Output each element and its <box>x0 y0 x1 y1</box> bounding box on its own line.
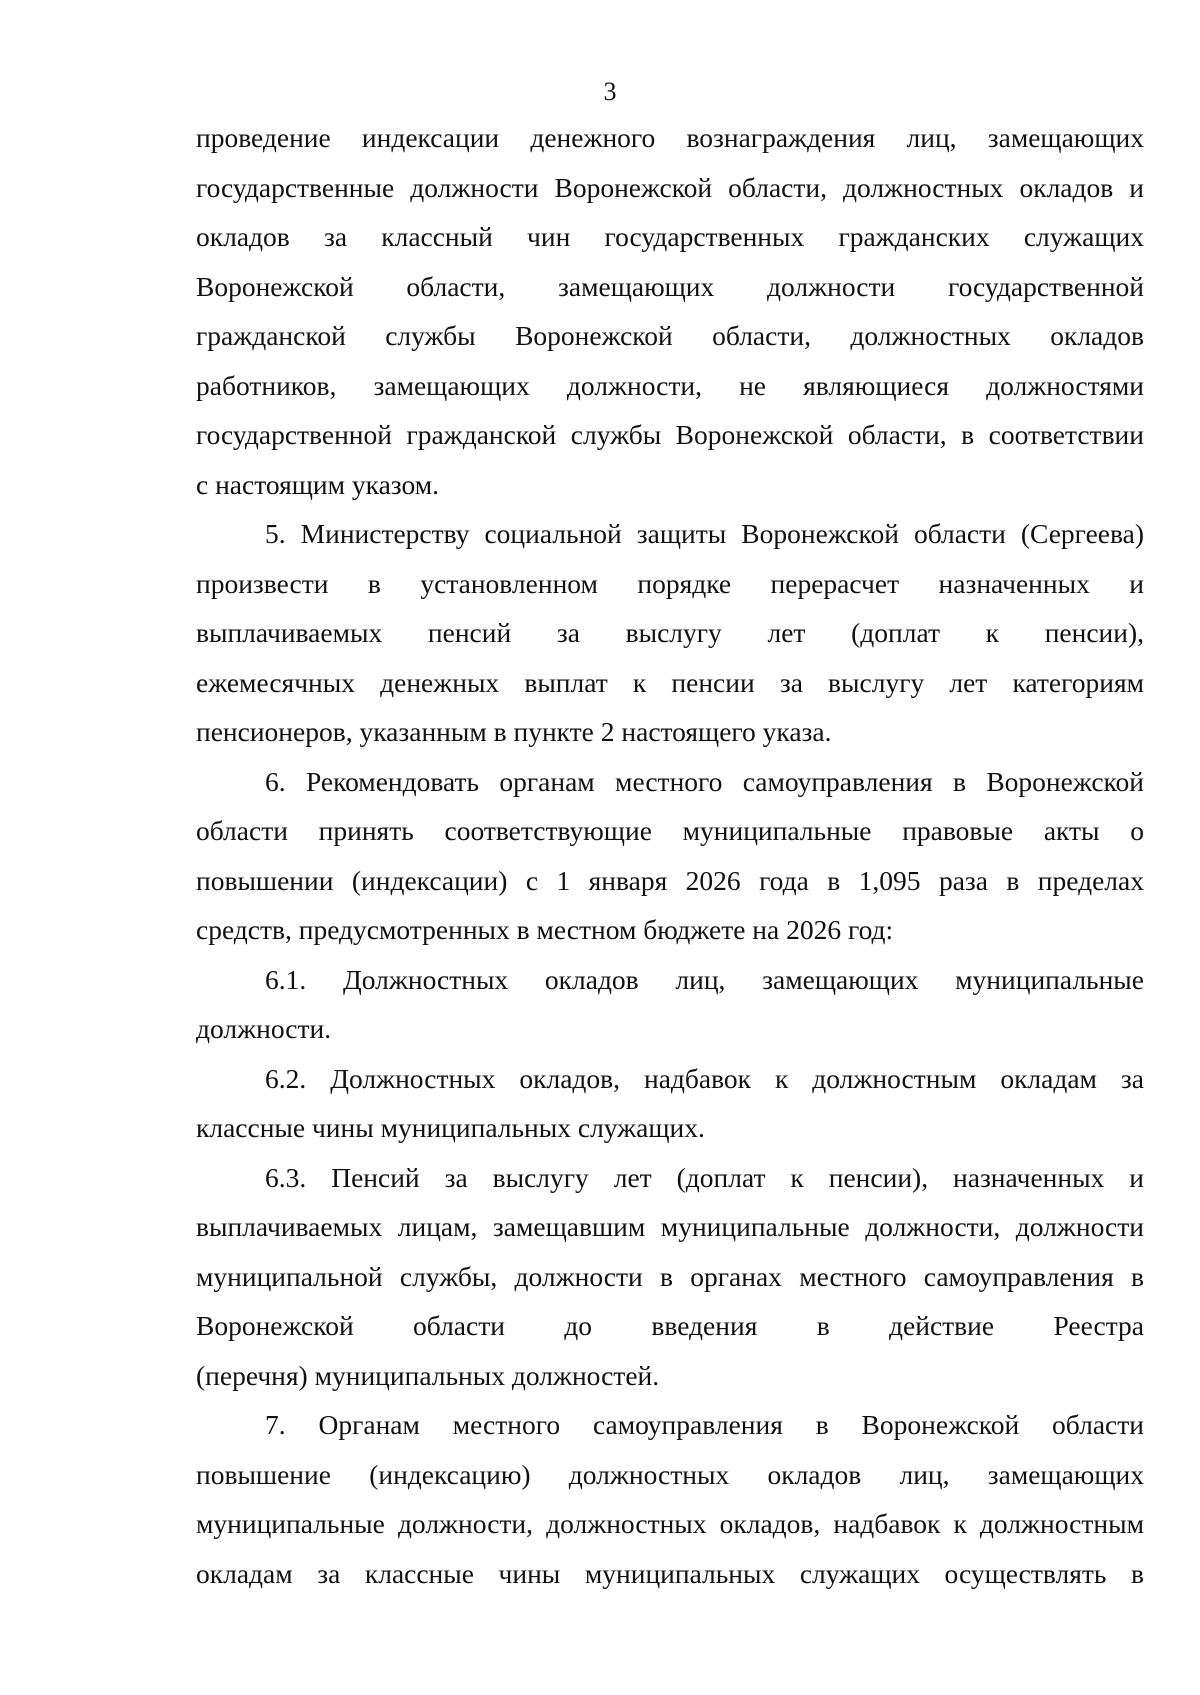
paragraph-6-2-start: 6.2. Должностных окладов, надбавок к должностным окладам за <box>265 1062 1144 1094</box>
text-line: средств, предусмотренных в местном бюджете на 2026 год: <box>196 914 894 945</box>
text-line: гражданской службы Воронежской области, должностных окладов <box>196 320 1144 351</box>
text-line: выплачиваемых пенсий за выслугу лет (доплат к пенсии), <box>196 617 1144 648</box>
text-line: должности. <box>196 1013 332 1044</box>
text-line: ежемесячных денежных выплат к пенсии за выслугу лет категориям <box>196 666 1144 698</box>
text-line: муниципальные должности, должностных окладов, надбавок к должностным <box>196 1508 1144 1539</box>
text-line: повышение (индексацию) должностных окладов лиц, замещающих <box>196 1458 1144 1490</box>
text-line: государственной гражданской службы Воронежской области, в соответствии <box>196 419 1144 450</box>
text-line: Воронежской области до введения в действие Реестра <box>196 1310 1144 1341</box>
text-line: выплачиваемых лицам, замещавшим муниципальные должности, должности <box>196 1211 1144 1242</box>
text-line: (перечня) муниципальных должностей. <box>196 1359 660 1391</box>
paragraph-6-start: 6. Рекомендовать органам местного самоуправления в Воронежской <box>265 765 1144 797</box>
paragraph-7-start: 7. Органам местного самоуправления в Воронежской области <box>265 1409 1144 1440</box>
paragraph-5-start: 5. Министерству социальной защиты Воронежской области (Сергеева) <box>265 518 1144 549</box>
text-line: Воронежской области, замещающих должности государственной <box>196 270 1144 302</box>
text-line: проведение индексации денежного вознаграждения лиц, замещающих <box>196 122 1144 153</box>
page-number: 3 <box>603 77 617 106</box>
text-line: произвести в установленном порядке перерасчет назначенных и <box>196 567 1144 599</box>
document-body <box>196 113 1144 1598</box>
text-line: с настоящим указом. <box>196 468 440 500</box>
text-line: повышении (индексации) с 1 января 2026 года в 1,095 раза в пределах <box>196 864 1144 896</box>
text-line: окладам за классные чины муниципальных служащих осуществлять в <box>196 1557 1144 1589</box>
text-line: пенсионеров, указанным в пункте 2 настоящего указа. <box>196 716 832 747</box>
text-line: классные чины муниципальных служащих. <box>196 1112 705 1143</box>
text-line: работников, замещающих должности, не являющиеся должностями <box>196 369 1144 401</box>
text-line: государственные должности Воронежской области, должностных окладов и <box>196 171 1144 203</box>
paragraph-6-3-start: 6.3. Пенсий за выслугу лет (доплат к пенсии), назначенных и <box>265 1161 1144 1193</box>
text-line: области принять соответствующие муниципальные правовые акты о <box>196 815 1144 846</box>
text-line: муниципальной службы, должности в органах местного самоуправления в <box>196 1260 1144 1292</box>
text-line: окладов за классный чин государственных гражданских служащих <box>196 221 1144 252</box>
paragraph-6-1-start: 6.1. Должностных окладов лиц, замещающих муниципальные <box>265 963 1144 995</box>
